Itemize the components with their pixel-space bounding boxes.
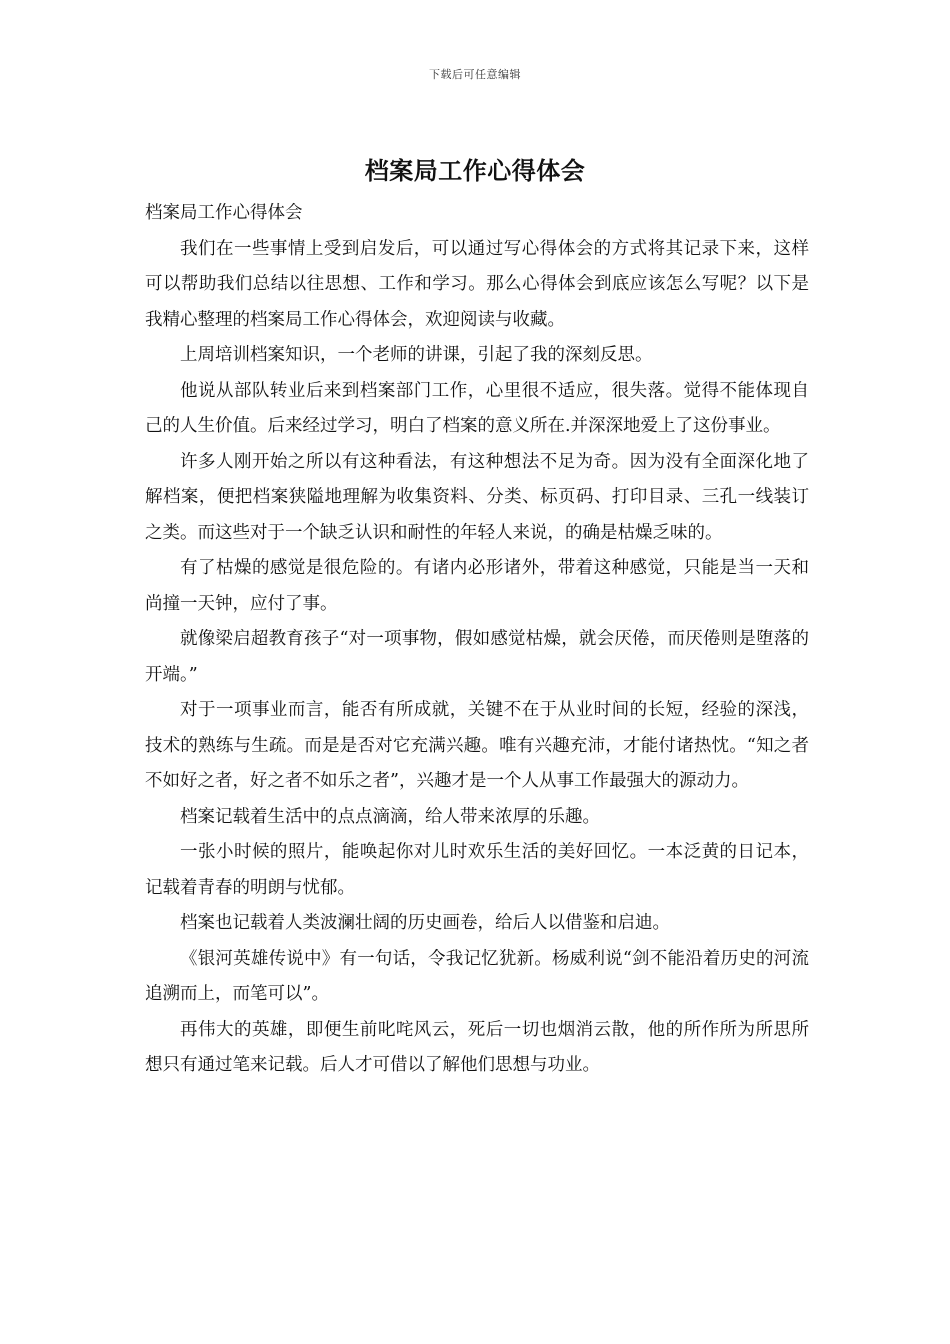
paragraph-3: 他说从部队转业后来到档案部门工作，心里很不适应，很失落。觉得不能体现自己的人生价值。后来经过学习，明白了档案的意义所在.并深深地爱上了这份事业。 [145,380,809,436]
paragraph-5: 有了枯燥的感觉是很危险的。有诸内必形诸外，带着这种感觉，只能是当一天和尚撞一天钟，应付了事。 [145,558,809,614]
document-title: 档案局工作心得体会 [364,156,586,185]
document-body [145,196,809,1084]
paragraph-1: 我们在一些事情上受到启发后，可以通过写心得体会的方式将其记录下来，这样可以帮助我们总结以往思想、工作和学习。那么心得体会到底应该怎么写呢？以下是我精心整理的档案局工作心得体会，欢迎阅读与收藏。 [145,238,809,330]
paragraph-9: 一张小时候的照片，能唤起你对儿时欢乐生活的美好回忆。一本泛黄的日记本，记载着青春的明朗与忧郁。 [145,842,809,898]
header-note: 下载后可任意编辑 [429,68,521,81]
paragraph-10: 档案也记载着人类波澜壮阔的历史画卷，给后人以借鉴和启迪。 [180,913,670,933]
paragraph-4: 许多人刚开始之所以有这种看法，有这种想法不足为奇。因为没有全面深化地了解档案，便把档案狭隘地理解为收集资料、分类、标页码、打印目录、三孔一线装订之类。而这些对于一个缺乏认识和耐性的年轻人来说，的确是枯燥乏味的。 [145,451,809,543]
paragraph-6: 就像梁启超教育孩子“对一项事物，假如感觉枯燥，就会厌倦，而厌倦则是堕落的开端。” [145,629,809,685]
subtitle-line: 档案局工作心得体会 [145,203,303,223]
paragraph-12: 再伟大的英雄，即便生前叱咤风云，死后一切也烟消云散，他的所作所为所思所想只有通过笔来记载。后人才可借以了解他们思想与功业。 [145,1019,809,1075]
paragraph-8: 档案记载着生活中的点点滴滴，给人带来浓厚的乐趣。 [180,806,600,827]
paragraph-11: 《银河英雄传说中》有一句话，令我记忆犹新。杨威利说“剑不能沿着历史的河流追溯而上，而笔可以”。 [145,948,809,1004]
paragraph-2: 上周培训档案知识，一个老师的讲课，引起了我的深刻反思。 [180,345,653,365]
paragraph-7: 对于一项事业而言，能否有所成就，关键不在于从业时间的长短，经验的深浅，技术的熟练与生疏。而是是否对它充满兴趣。唯有兴趣充沛，才能付诸热忱。“知之者不如好之者，好之者不如乐之者”，兴趣才是一个人从事工作最强大的源动力。 [145,700,809,791]
